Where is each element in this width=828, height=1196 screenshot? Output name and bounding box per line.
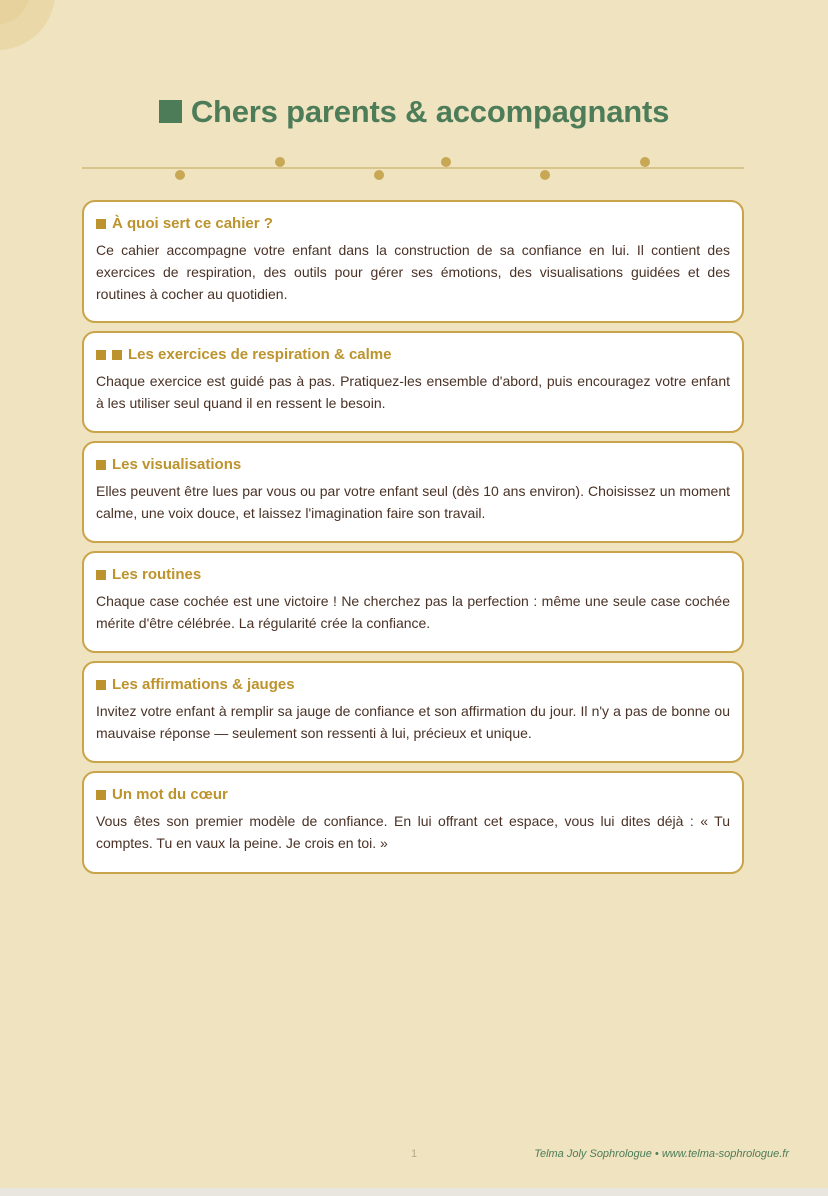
square-bullet-icon: [96, 219, 106, 229]
page-number: 1: [410, 1148, 418, 1160]
section-title: À quoi sert ce cahier ?: [96, 214, 730, 234]
footer-credit: Telma Joly Sophrologue • www.telma-sophrologue.fr: [534, 1148, 789, 1160]
page-bottom-edge: [0, 1188, 828, 1196]
section-body: Vous êtes son premier modèle de confiance. En lui offrant cet espace, vous lui dites déjà : « Tu comptes. Tu en vaux la peine. Je crois en toi. »: [96, 813, 730, 851]
section-body: Ce cahier accompagne votre enfant dans la construction de sa confiance en lui. Il contient des exercices de respiration, des outils pour gérer ses émotions, des visualisations guidées et des routines à cocher au quotidien.: [96, 242, 730, 302]
title-divider: [82, 167, 744, 169]
square-bullet-icon: [96, 790, 106, 800]
page-title-text: Chers parents & accompagnants: [190, 94, 670, 129]
divider-dot: [275, 157, 285, 167]
section-title: Un mot du cœur: [96, 785, 730, 805]
section-card-heart-note: [82, 771, 744, 874]
section-title: Les visualisations: [96, 455, 730, 475]
section-title: Les exercices de respiration & calme: [96, 345, 730, 365]
title-square-icon: [159, 100, 182, 123]
square-bullet-icon: [112, 350, 122, 360]
page-title: [0, 94, 828, 130]
section-card-purpose: [82, 200, 744, 323]
section-title: Les affirmations & jauges: [96, 675, 730, 695]
section-card-routines: [82, 551, 744, 653]
section-body: Invitez votre enfant à remplir sa jauge de confiance et son affirmation du jour. Il n'y a pas de bonne ou mauvaise réponse — seulement son ressenti à lui, précieux et unique.: [96, 703, 730, 741]
section-card-affirmations: [82, 661, 744, 763]
square-bullet-icon: [96, 350, 106, 360]
divider-dot: [540, 170, 550, 180]
section-card-breathing: [82, 331, 744, 433]
square-bullet-icon: [96, 460, 106, 470]
divider-dot: [640, 157, 650, 167]
divider-dot: [441, 157, 451, 167]
section-body: Elles peuvent être lues par vous ou par votre enfant seul (dès 10 ans environ). Choisissez un moment calme, une voix douce, et laissez l'imagination faire son travail.: [96, 483, 730, 521]
square-bullet-icon: [96, 680, 106, 690]
section-card-visualisations: [82, 441, 744, 543]
divider-dot: [374, 170, 384, 180]
square-bullet-icon: [96, 570, 106, 580]
section-body: Chaque case cochée est une victoire ! Ne cherchez pas la perfection : même une seule case cochée mérite d'être célébrée. La régularité crée la confiance.: [96, 593, 730, 631]
section-body: Chaque exercice est guidé pas à pas. Pratiquez-les ensemble d'abord, puis encouragez votre enfant à les utiliser seul quand il en ressent le besoin.: [96, 373, 730, 411]
divider-dot: [175, 170, 185, 180]
section-title: Les routines: [96, 565, 730, 585]
